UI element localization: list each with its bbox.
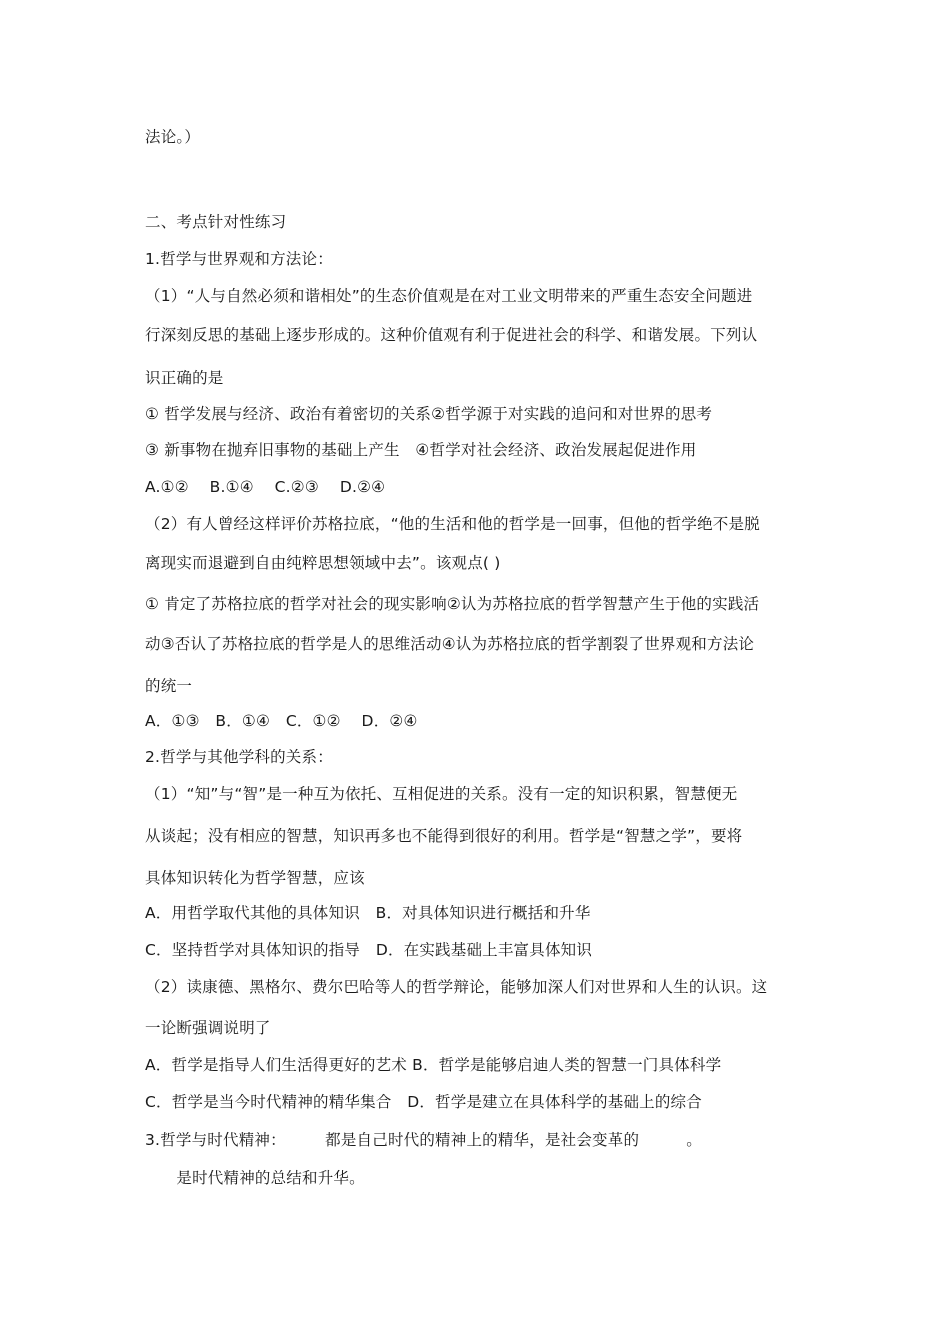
statement-text: 的统一 — [145, 677, 193, 695]
section-heading: 二、考点针对性练习 — [145, 213, 287, 231]
question-text: （2）读康德、黑格尔、费尔巴哈等人的哲学辩论，能够加深人们对世界和人生的认识。这 — [145, 978, 768, 996]
question-text: 行深刻反思的基础上逐步形成的。这种价值观有利于促进社会的科学、和谐发展。下列认 — [145, 326, 758, 344]
answer-options: A．哲学是指导人们生活得更好的艺术 B．哲学是能够启迪人类的智慧一门具体科学 — [145, 1056, 722, 1074]
statement-text: ① 哲学发展与经济、政治有着密切的关系②哲学源于对实践的追问和对世界的思考 — [145, 405, 713, 423]
answer-options: A.①② B.①④ C.②③ D.②④ — [145, 478, 386, 496]
question-text: （2）有人曾经这样评价苏格拉底，“他的生活和他的哲学是一回事，但他的哲学绝不是脱 — [145, 515, 760, 533]
question-text: 识正确的是 — [145, 369, 224, 387]
question-text: 从谈起；没有相应的智慧，知识再多也不能得到很好的利用。哲学是“智慧之学”，要将 — [145, 827, 743, 845]
question-text: 一论断强调说明了 — [145, 1019, 271, 1037]
text-line: 法论。） — [145, 128, 201, 146]
answer-options: A．用哲学取代其他的具体知识 B．对具体知识进行概括和升华 — [145, 904, 591, 922]
statement-text: 动③否认了苏格拉底的哲学是人的思维活动④认为苏格拉底的哲学割裂了世界观和方法论 — [145, 635, 755, 653]
answer-options: A．①③ B．①④ C．①② D．②④ — [145, 712, 418, 730]
statement-text: ③ 新事物在抛弃旧事物的基础上产生 ④哲学对社会经济、政治发展起促进作用 — [145, 441, 697, 459]
fill-in-blank-text: 3.哲学与时代精神： 都是自己时代的精神上的精华，是社会变革的 。 — [145, 1131, 702, 1149]
question-text: 离现实而退避到自由纯粹思想领域中去”。该观点( ) — [145, 554, 501, 572]
question-text: （1）“知”与“智”是一种互为依托、互相促进的关系。没有一定的知识积累，智慧便无 — [145, 785, 738, 803]
answer-options: C．坚持哲学对具体知识的指导 D．在实践基础上丰富具体知识 — [145, 941, 593, 959]
question-text: （1）“人与自然必须和谐相处”的生态价值观是在对工业文明带来的严重生态安全问题进 — [145, 287, 753, 305]
statement-text: ① 肯定了苏格拉底的哲学对社会的现实影响②认为苏格拉底的哲学智慧产生于他的实践活 — [145, 595, 760, 613]
answer-options: C．哲学是当今时代精神的精华集合 D．哲学是建立在具体科学的基础上的综合 — [145, 1093, 702, 1111]
subsection-heading: 2.哲学与其他学科的关系： — [145, 748, 333, 766]
fill-in-blank-text: 是时代精神的总结和升华。 — [145, 1169, 365, 1187]
question-text: 具体知识转化为哲学智慧，应该 — [145, 869, 365, 887]
subsection-heading: 1.哲学与世界观和方法论： — [145, 250, 333, 268]
